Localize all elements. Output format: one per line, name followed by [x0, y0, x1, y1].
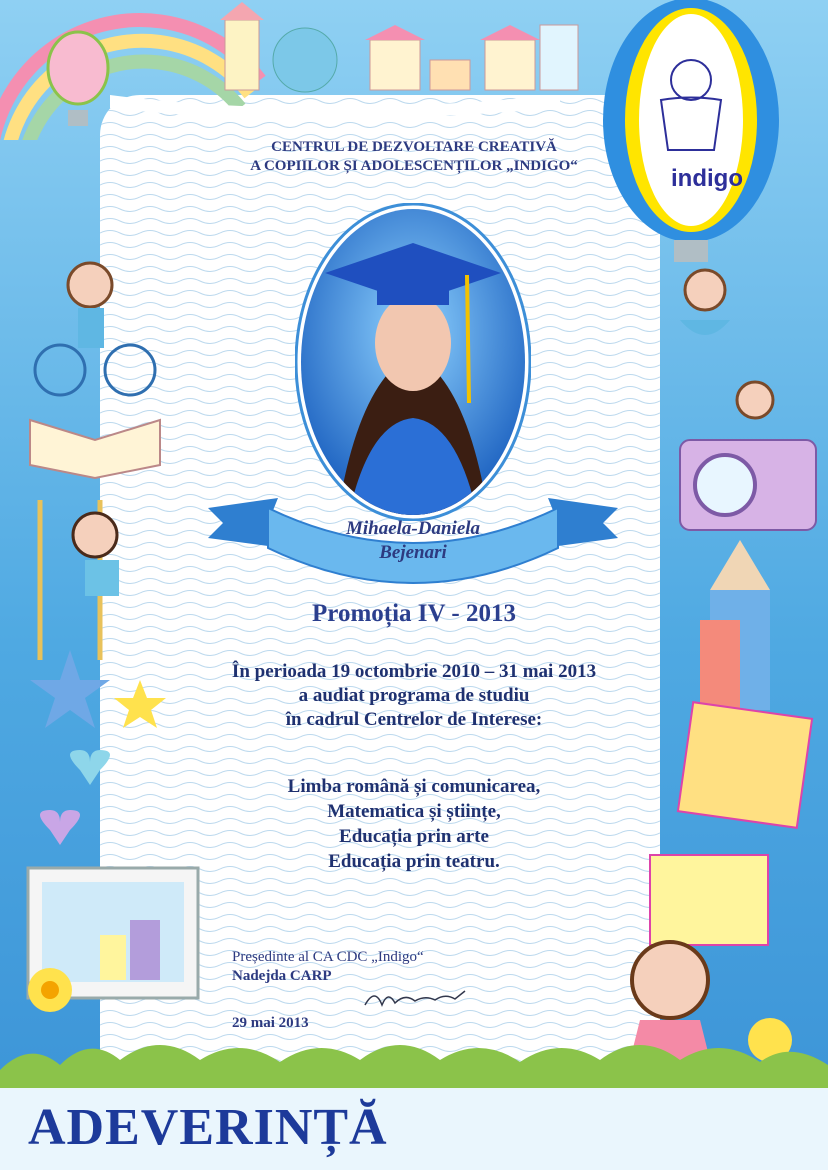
subject-item: Matematica și științe,	[327, 801, 501, 822]
girl-on-bicycle-icon	[20, 250, 160, 400]
signatory-block	[232, 948, 424, 986]
organization-line-2: A COPIILOR ȘI ADOLESCENȚILOR „INDIGO“	[250, 158, 578, 174]
pencils-icon	[700, 540, 820, 710]
subject-item: Educația prin arte	[339, 826, 489, 847]
signatory-role: Președinte al CA CDC „Indigo“	[232, 949, 424, 965]
statement-line-2: a audiat programa de studiu	[298, 685, 530, 706]
promotion-heading: Promoția IV - 2013	[312, 600, 516, 627]
statement-line-1: În perioada 19 octombrie 2010 – 31 mai 2013	[231, 661, 597, 682]
girl-with-magnifier-icon	[640, 260, 810, 350]
organization-line-1: CENTRUL DE DEZVOLTARE CREATIVĂ	[271, 139, 557, 155]
name-ribbon	[198, 468, 628, 588]
indigo-logo-text: indigo	[671, 165, 743, 192]
handwritten-signature	[360, 985, 470, 1015]
stars-and-hearts-icon	[10, 640, 170, 860]
organization-heading	[0, 138, 828, 176]
camera-icon	[620, 370, 820, 540]
subject-item: Educația prin teatru.	[328, 851, 500, 872]
balloon-left-icon	[38, 28, 128, 148]
student-last-name: Bejenari	[379, 542, 447, 563]
open-book-icon	[20, 400, 170, 480]
sticky-notes-icon	[665, 700, 815, 830]
statement-line-3: în cadrul Centrelor de Interese:	[285, 709, 543, 730]
document-title: ADEVERINȚĂ	[28, 1099, 388, 1156]
student-first-name: Mihaela-Daniela	[345, 518, 481, 539]
signatory-name: Nadejda CARP	[232, 968, 332, 984]
boy-on-ladder-icon	[30, 490, 140, 660]
subject-item: Limba română și comunicarea,	[287, 776, 541, 797]
issue-date: 29 mai 2013	[232, 1015, 309, 1031]
